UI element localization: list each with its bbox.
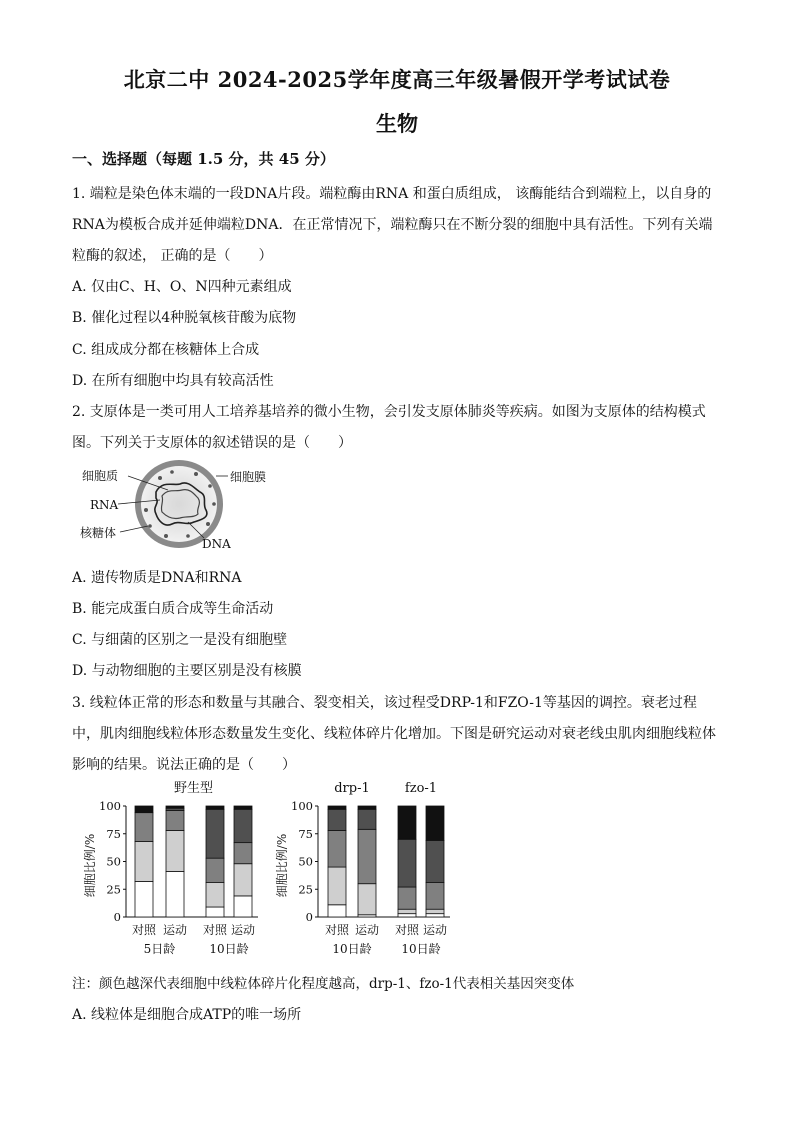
bar-segment [135, 842, 153, 882]
bar-segment [398, 909, 416, 913]
y-axis-label: 细胞比例/% [83, 833, 97, 898]
bar-segment [206, 806, 224, 809]
group-title: fzo-1 [404, 781, 438, 796]
bar-segment [358, 884, 376, 915]
bar-segment [234, 809, 252, 842]
bar-segment [426, 883, 444, 910]
label-ribosome: 核糖体 [80, 526, 117, 540]
y-tick-label: 100 [291, 799, 313, 813]
q2-line-2: 图。下列关于支原体的叙述错误的是（ ） [72, 435, 352, 451]
x-tick-label: 运动 [230, 923, 256, 937]
q3-option-a: A. 线粒体是细胞合成ATP的唯一场所 [72, 1007, 302, 1023]
bar-segment [166, 806, 184, 808]
bar-segment [206, 809, 224, 858]
y-tick-label: 25 [298, 882, 313, 897]
y-tick-label: 0 [305, 910, 313, 924]
exam-title: 北京二中 2024-2025学年度高三年级暑假开学考试试卷 [123, 67, 671, 92]
bar-segment [328, 905, 346, 917]
x-tick-label: 运动 [162, 923, 188, 937]
bar-segment [135, 813, 153, 842]
bar-segment [398, 839, 416, 887]
bar-segment [206, 907, 224, 917]
bar-segment [135, 806, 153, 813]
y-tick-label: 50 [298, 854, 313, 869]
ribosome-dot [206, 522, 210, 526]
ribosome-dot [212, 502, 216, 506]
ribosome-dot [164, 534, 168, 538]
y-axis-label: 细胞比例/% [275, 833, 289, 898]
y-tick-label: 75 [106, 826, 121, 841]
x-tick-label: 对照 [131, 923, 157, 937]
cell-cytoplasm-shape [141, 466, 217, 542]
bar-segment [328, 806, 346, 809]
bar-segment [358, 806, 376, 809]
ribosome-dot [148, 524, 152, 528]
y-tick-label: 0 [113, 910, 121, 924]
label-rna: RNA [90, 498, 119, 512]
q2-line-1: 2. 支原体是一类可用人工培养基培养的微小生物，会引发支原体肺炎等疾病。如图为支原体的结构模式 [72, 404, 706, 420]
q1-option-b: B. 催化过程以4种脱氧核苷酸为底物 [72, 310, 297, 326]
q2-option-c: C. 与细菌的区别之一是没有细胞壁 [72, 632, 288, 648]
chart-mutants [275, 776, 478, 966]
group-label: 5日龄 [143, 942, 176, 956]
bar-segment [166, 871, 184, 917]
bar-segment [135, 881, 153, 917]
y-tick-label: 75 [298, 826, 313, 841]
x-tick-label: 运动 [354, 923, 380, 937]
y-tick-label: 100 [99, 799, 121, 813]
q1-line-3: 粒酶的叙述， 正确的是（ ） [72, 248, 273, 264]
figure-note: 注：颜色越深代表细胞中线粒体碎片化程度越高，drp-1、fzo-1代表相关基因突变体 [72, 976, 575, 992]
bar-segment [206, 883, 224, 907]
bar-segment [398, 914, 416, 917]
bar-segment [426, 806, 444, 840]
bar-segment [358, 809, 376, 829]
group-title: drp-1 [334, 781, 370, 796]
bar-segment [206, 858, 224, 882]
q2-option-d: D. 与动物细胞的主要区别是没有核膜 [72, 663, 302, 679]
bar-segment [234, 806, 252, 809]
bar-segment [234, 864, 252, 896]
bar-segment [426, 840, 444, 882]
y-tick-label: 25 [106, 882, 121, 897]
ribosome-dot [208, 484, 212, 488]
bar-segment [166, 810, 184, 830]
q1-option-a: A. 仅由C、H、O、N四种元素组成 [72, 279, 292, 295]
q1-option-c: C. 组成成分都在核糖体上合成 [72, 342, 260, 358]
q1-line-2: RNA为模板合成并延伸端粒DNA．在正常情况下，端粒酶只在不断分裂的细胞中具有活性。下列有关端 [72, 217, 713, 233]
ribosome-dot [186, 534, 190, 538]
x-tick-label: 对照 [394, 923, 420, 937]
label-cytoplasm: 细胞质 [82, 469, 119, 483]
q2-option-a: A. 遗传物质是DNA和RNA [72, 570, 242, 586]
bar-segment [234, 896, 252, 917]
bar-segment [426, 909, 444, 913]
ribosome-dot [144, 508, 148, 512]
chart-title: 野生型 [173, 781, 214, 796]
q3-line-3: 影响的结果。说法正确的是（ ） [72, 757, 296, 773]
mycoplasma-diagram [76, 458, 276, 558]
section-heading: 一、选择题（每题 1.5 分，共 45 分） [72, 150, 335, 168]
q3-line-1: 3. 线粒体正常的形态和数量与其融合、裂变相关，该过程受DRP-1和FZO-1等基因的调控。衰老过程 [72, 695, 697, 711]
x-tick-label: 对照 [324, 923, 350, 937]
group-label: 10日龄 [332, 942, 372, 956]
q2-option-b: B. 能完成蛋白质合成等生命活动 [72, 601, 274, 617]
q1-option-d: D. 在所有细胞中均具有较高活性 [72, 373, 274, 389]
y-tick-label: 50 [106, 854, 121, 869]
bar-segment [358, 829, 376, 883]
ribosome-dot [194, 472, 198, 476]
bar-segment [398, 887, 416, 909]
label-dna: DNA [202, 537, 231, 551]
label-membrane: 细胞膜 [230, 470, 267, 484]
ribosome-dot [170, 470, 174, 474]
q1-line-1: 1. 端粒是染色体末端的一段DNA片段。端粒酶由RNA 和蛋白质组成， 该酶能结合到端粒上，以自身的 [72, 186, 712, 202]
chart-wild-type [80, 776, 280, 966]
group-label: 10日龄 [209, 942, 249, 956]
subject-title: 生物 [376, 111, 418, 136]
group-label: 10日龄 [401, 942, 441, 956]
bar-segment [328, 809, 346, 830]
x-tick-label: 运动 [422, 923, 448, 937]
bar-segment [328, 830, 346, 867]
bar-segment [166, 830, 184, 871]
bar-segment [426, 914, 444, 917]
q3-line-2: 中，肌肉细胞线粒体形态数量发生变化、线粒体碎片化增加。下图是研究运动对衰老线虫肌肉细胞线粒体 [72, 726, 716, 742]
bar-segment [398, 806, 416, 839]
x-tick-label: 对照 [202, 923, 228, 937]
bar-segment [234, 843, 252, 864]
ribosome-dot [158, 476, 162, 480]
bar-segment [328, 867, 346, 905]
